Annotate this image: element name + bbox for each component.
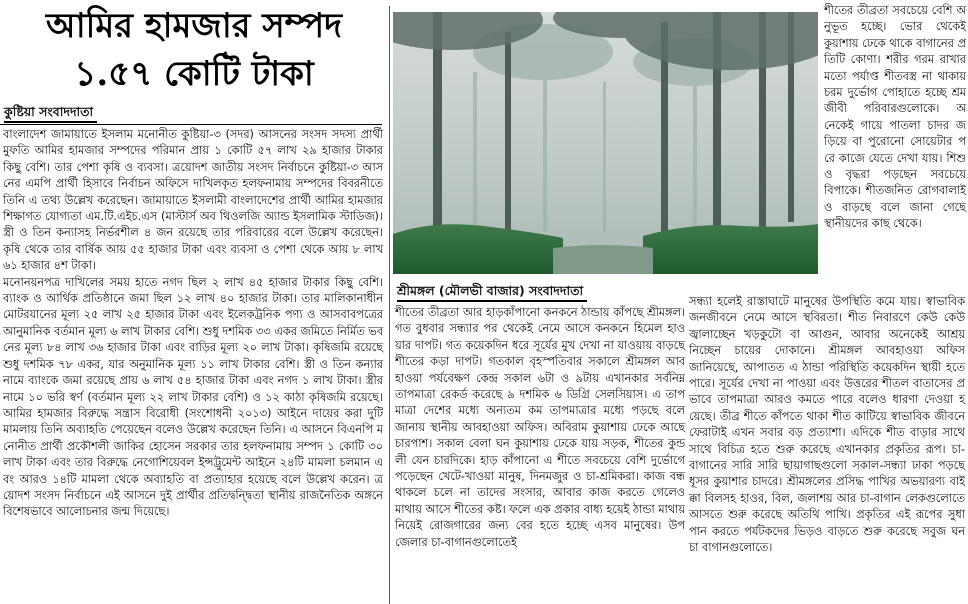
left-byline: কুষ্টিয়া সংবাদদাতা bbox=[4, 104, 97, 123]
middle-paragraph-1: শীতের তীব্রতা আর হাড়কাঁপানো কনকনে ঠান্ডায় কাঁপছে শ্রীমঙ্গল। গত বুধবার সন্ধ্যার পর থেকেই নেমে আসে কনকনে হিমেল হাওয়ার দাপট। গত কয়েকদিন ধরে সূর্যের মুখ দেখা না যাওয়ায় বাড়ছে শীতের কড়া দাপট। গতকাল বৃহস্পতিবার সকালে শ্রীমঙ্গল আবহাওয়া পর্যবেক্ষণ কেন্দ্র সকাল ৬টা ও ৯টায় এখানকার সর্বনিম্ন তাপমাত্রা রেকর্ড করেছে ৯ দশমিক ৬ ডিগ্রি সেলসিয়াস। এ তাপমাত্রা দেশের মধ্যে অন্যতম কম তাপমাত্রার মধ্যে পড়ছে বলে জানায় স্থানীয় আবহাওয়া অফিস। অবিরাম কুয়াশায় ঢেকে আছে চারপাশ। সকাল বেলা ঘন কুয়াশায় ঢেকে যায় সড়ক, শীতের কুন্ডলী যেন চারদিকে। হাড় কাঁপানো এ শীতে সবচেয়ে বেশি দুর্ভোগে পড়েছেন খেটে-খাওয়া মানুষ, দিনমজুর ও চা-শ্রমিকরা। কাজ বন্ধ থাকলে চলে না তাদের সংসার, আবার কাজ করতে গেলেও মাথায় আসে শীতের কষ্ট। ফলে এক প্রকার বাধ্য হয়েই ঠান্ডা মাথায় নিয়েই রোজগারের জন্য বের হতে হচ্ছে এসব মানুষের। উপজেলার চা-বাগানগুলোতেই bbox=[395, 306, 685, 549]
foggy-tea-garden-photo bbox=[393, 12, 818, 274]
headline-line-1: আমির হামজার সম্পদ bbox=[46, 6, 342, 46]
right-article-bottom bbox=[689, 294, 965, 557]
left-paragraph-2: মনোনয়নপত্র দাখিলের সময় হাতে নগদ ছিল ২ লাখ ৪৫ হাজার টাকার কিছু বেশি। ব্যাংক ও আর্থিক প্রতিষ্ঠানে জমা ছিল ১২ লাখ ৪০ হাজার টাকা। তার মালিকানাধীন মোটরযানের মূল্য ২৫ লাখ ২৫ হাজার টাকা এবং ইলেকট্রনিক পণ্য ও আসবাবপত্রের আনুমানিক বর্তমান মূল্য ৬ লাখ টাকার বেশি। শুধু দশমিক ৩৩ একর জমিতে নির্মিত ভবনের মূল্য ৮৪ লাখ ৩৬ হাজার টাকা এবং বাড়ির মূল্য ২০ লাখ টাকা। কৃষিজমি রয়েছে শুধু দশমিক ৭৮ একর, যার অনুমানিক মূল্য ১১ লাখ টাকার বেশি। স্ত্রী ও তিন কন্যার নামে ব্যাংকে জমা রয়েছে প্রায় ৬ লাখ ৫৪ হাজার টাকা এবং নগদ ১ লাখ টাকা। স্ত্রীর নামে ১০ ভরি স্বর্ণ (বর্তমান মূল্য ২২ লাখ টাকার বেশি) ও ১২ কাঠা কৃষিজমি রয়েছে। আমির হামজার বিরুদ্ধে সন্ত্রাস বিরোধী (সংশোধনী ২০১৩) আইনে দায়ের করা দুটি মামলায় তিনি অব্যাহতি পেয়েছেন বলেও উল্লেখ করেছেন তিনি। এ আসনে বিএনপি মনোনীত প্রার্থী প্রকৌশলী জাকির হোসেন সরকার তার হলফনামায় সম্পদ ১ কোটি ৩০ লাখ টাকা এবং তার বিরুদ্ধে নেগোশিয়েবল ইন্সট্রুমেন্ট আইনে ২৪টি মামলা চলমান এবং আরও ১৪টি মামলা থেকে অব্যাহতি বা প্রত্যাহার হয়েছে বলে উল্লেখ করেন। ত্রয়োদশ সংসদ নির্বাচনে এই আসনে দুই প্রার্থীর প্রতিদ্বন্দ্বিতা স্থানীয় রাজনৈতিক অঙ্গনে বিশেষভাবে আলোচনার জন্ম দিয়েছে। bbox=[3, 275, 383, 519]
left-article-body bbox=[3, 127, 383, 521]
right-paragraph-top: শীতের তীব্রতা সবচেয়ে বেশি অনুভূত হচ্ছে। ভোর থেকেই কুয়াশায় ঢেকে থাকে বাগানের প্রতিটি কোণা। শরীর গরম রাখার মতো পর্যাপ্ত শীতবস্ত্র না থাকায় চরম দুর্ভোগ পোহাতে হচ্ছে শ্রমজীবী পরিবারগুলোকে। অনেকেই গায়ে পাতলা চাদর জড়িয়ে বা পুরোনো সোয়েটার পরে কাজে যেতে দেখা যায়। শিশু ও বৃদ্ধরা পড়ছেন সবচেয়ে বিপাকে। শীতজনিত রোগবালাইও বাড়ছে বলে জানা গেছে স্থানীয়দের কাছ থেকে। bbox=[824, 4, 966, 231]
middle-article-body bbox=[395, 305, 685, 551]
middle-byline: শ্রীমঙ্গল (মৌলভী বাজার) সংবাদদাতা bbox=[397, 283, 587, 302]
left-paragraph-1: বাংলাদেশ জামায়াতে ইসলাম মনোনীত কুষ্টিয়া-৩ (সদর) আসনের সংসদ সদস্য প্রার্থী মুফতি আমির হামজার সম্পদের পরিমান প্রায় ১ কোটি ৫৭ লাখ ২৯ হাজার টাকার কিছু বেশি। তার পেশা কৃষি ও ব্যবসা। ত্রয়োদশ জাতীয় সংসদ নির্বাচনে কুষ্টিয়া-৩ আসনের এমপি প্রার্থী হিসাবে নির্বাচন অফিসে দাখিলকৃত হলফনামায় সম্পদের বিবরনীতে তিনি এ তথ্য উল্লেখ করেছেন। জামায়াতে ইসলামী বাংলাদেশের প্রার্থী আমির হামজার শিক্ষাগত যোগ্যতা এম.টি.এইচ.এস (মাস্টার্স অব থিওলজি অ্যান্ড ইসলামিক স্টাডিজ)। স্ত্রী ও তিন কন্যাসহ নির্ভরশীল ৪ জন রয়েছে তার পরিবারের বলে উল্লেখ করেছেন। কৃষি থেকে তার বার্ষিক আয় ৫৫ হাজার টাকা এবং ব্যবসা ও পেশা থেকে আয় ৮ লাখ ৬১ হাজার ৪শ টাকা। bbox=[3, 128, 383, 273]
byline-divider bbox=[0, 124, 382, 125]
headline bbox=[8, 2, 380, 98]
right-paragraph-bottom: সন্ধ্যা হলেই রাস্তাঘাটে মানুষের উপস্থিতি কমে যায়। স্বাভাবিক জনজীবনে নেমে আসে স্থবিরতা। শীত নিবারণে কেউ কেউ জ্বালাচ্ছেন খড়কুটো বা আগুন, আবার অনেকেই আশ্রয় নিচ্ছেন চায়ের দোকানে। শ্রীমঙ্গল আবহাওয়া অফিস জানিয়েছে, আপাতত এ ঠান্ডা পরিস্থিতি কয়েকদিন স্থায়ী হতে পারে। সূর্যের দেখা না পাওয়া এবং উত্তরের শীতল বাতাসের প্রভাবে তাপমাত্রা আরও কমতে পারে বলেও ধারণা দেওয়া হয়েছে। তীব্র শীতে কাঁপতে থাকা শীত কাটিয়ে স্বাভাবিক জীবনে ফেরাটাই এখন সবার বড় প্রত্যাশা। এদিকে শীত বাড়ার সাথে সাথে বিচিত্র হতে শুরু করেছে এখানকার প্রকৃতির রূপ। চা-বাগানের সারি সারি ছায়াগাছগুলো সকাল-সন্ধ্যা ঢাকা পড়ছে ধূসর কুয়াশার চাদরে। শ্রীমঙ্গলের প্রসিদ্ধ পাখির অভয়ারণ্য বাইক্কা বিলসহ হাওর, বিল, জলাশয় আর চা-বাগান লেকগুলোতে আসতে শুরু করেছে অতিথি পাখি। প্রকৃতির এই রূপের সুধা পান করতে পর্যটকদের ভিড়ও বাড়তে শুরু করেছে সবুজ ঘন চা বাগানগুলোতে। bbox=[689, 295, 965, 555]
column-divider bbox=[389, 6, 390, 604]
right-article-top bbox=[824, 3, 966, 233]
headline-line-2: ১.৫৭ কোটি টাকা bbox=[74, 54, 314, 94]
